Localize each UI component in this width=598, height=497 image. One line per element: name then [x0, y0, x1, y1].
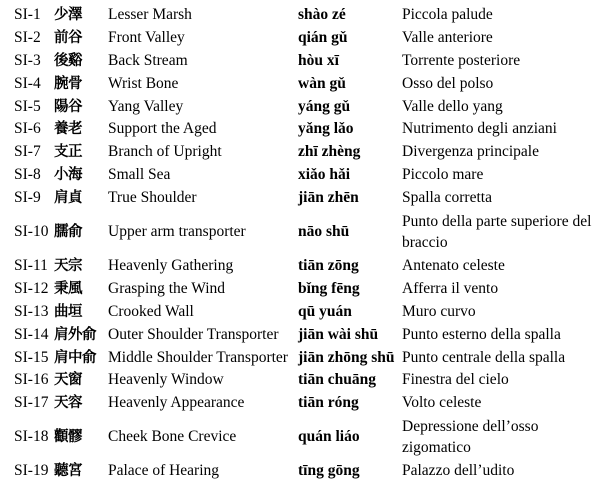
english-name: Small Sea — [108, 166, 171, 184]
english-name: Support the Aged — [108, 120, 217, 138]
italian-name: Punto centrale della spalla — [402, 348, 566, 366]
chinese-name: 腕骨 — [54, 75, 82, 92]
english-name: Heavenly Gathering — [108, 257, 234, 275]
italian-name: Valle anteriore — [402, 28, 493, 46]
italian-name: Piccola palude — [402, 6, 493, 23]
italian-name: Divergenza principale — [402, 143, 539, 161]
pinyin-name: yǎng lǎo — [298, 120, 354, 138]
point-code: SI-9 — [14, 189, 41, 207]
pinyin-name: wàn gǔ — [298, 74, 346, 92]
pinyin-name: jiān wài shū — [298, 325, 379, 343]
pinyin-name: tiān chuāng — [298, 371, 376, 389]
pinyin-name: hòu xī — [298, 51, 339, 69]
point-code: SI-14 — [14, 325, 49, 343]
italian-name: Nutrimento degli anziani — [402, 120, 557, 138]
italian-name: Muro curvo — [402, 302, 476, 320]
italian-name: Volto celeste — [402, 394, 482, 412]
point-code: SI-8 — [14, 166, 41, 184]
italian-name: Punto della parte superiore del braccio — [402, 213, 592, 252]
chinese-name: 少澤 — [54, 7, 82, 23]
point-code: SI-18 — [14, 428, 49, 446]
chinese-name: 秉風 — [54, 280, 82, 297]
english-name: Front Valley — [108, 28, 185, 46]
point-code: SI-6 — [14, 120, 41, 138]
chinese-name: 後谿 — [54, 52, 82, 69]
point-code: SI-16 — [14, 371, 49, 389]
italian-name: Valle dello yang — [402, 97, 503, 115]
english-name: Crooked Wall — [108, 302, 194, 320]
point-code: SI-5 — [14, 97, 41, 115]
pinyin-name: zhī zhèng — [298, 143, 361, 161]
english-name: Middle Shoulder Transporter — [108, 348, 288, 366]
english-name: Heavenly Appearance — [108, 394, 245, 412]
point-code: SI-19 — [14, 462, 49, 480]
english-name: Palace of Hearing — [108, 462, 220, 480]
italian-name: Torrente posteriore — [402, 51, 521, 69]
point-code: SI-4 — [14, 74, 41, 92]
pinyin-name: qián gǔ — [298, 28, 348, 46]
point-code: SI-10 — [14, 223, 49, 241]
pinyin-name: qū yuán — [298, 302, 352, 320]
chinese-name: 支正 — [54, 144, 82, 161]
italian-name: Spalla corretta — [402, 189, 492, 207]
chinese-name: 天窗 — [54, 372, 82, 389]
chinese-name: 聽宮 — [54, 463, 82, 480]
chinese-name: 顴髎 — [54, 429, 82, 446]
english-name: Outer Shoulder Transporter — [108, 325, 279, 343]
english-name: Heavenly Window — [108, 371, 224, 389]
english-name: Upper arm transporter — [108, 223, 246, 241]
pinyin-name: shào zé — [298, 6, 346, 23]
pinyin-name: jiān zhēn — [298, 189, 359, 207]
italian-name: Punto esterno della spalla — [402, 325, 561, 343]
italian-name: Depressione dell’osso zigomatico — [402, 418, 539, 457]
point-code: SI-12 — [14, 279, 49, 297]
point-code: SI-2 — [14, 28, 41, 46]
chinese-name: 肩中俞 — [54, 349, 96, 366]
pinyin-name: tiān róng — [298, 394, 359, 412]
chinese-name: 前谷 — [54, 29, 82, 46]
point-code: SI-13 — [14, 302, 49, 320]
chinese-name: 天宗 — [54, 258, 82, 275]
italian-name: Finestra del cielo — [402, 371, 509, 389]
pinyin-name: xiǎo hǎi — [298, 166, 351, 184]
italian-name: Palazzo dell’udito — [402, 462, 515, 480]
point-code: SI-3 — [14, 51, 41, 69]
chinese-name: 肩外俞 — [54, 326, 96, 343]
pinyin-name: tiān zōng — [298, 257, 359, 275]
pinyin-name: tīng gōng — [298, 462, 360, 480]
point-code: SI-15 — [14, 348, 49, 366]
english-name: Wrist Bone — [108, 74, 179, 92]
italian-name: Antenato celeste — [402, 257, 505, 275]
pinyin-name: yáng gǔ — [298, 97, 351, 115]
italian-name: Osso del polso — [402, 74, 494, 92]
point-code: SI-1 — [14, 6, 41, 23]
chinese-name: 曲垣 — [54, 303, 82, 320]
point-code: SI-17 — [14, 394, 49, 412]
chinese-name: 陽谷 — [54, 98, 82, 115]
point-code: SI-11 — [14, 257, 48, 275]
chinese-name: 養老 — [54, 121, 82, 138]
english-name: Branch of Upright — [108, 143, 222, 161]
english-name: Grasping the Wind — [108, 279, 226, 297]
english-name: Cheek Bone Crevice — [108, 428, 237, 446]
chinese-name: 臑俞 — [54, 224, 82, 241]
english-name: Yang Valley — [108, 97, 184, 115]
pinyin-name: bǐng fēng — [298, 279, 360, 297]
italian-name: Afferra il vento — [402, 279, 499, 297]
pinyin-name: nāo shū — [298, 223, 350, 241]
chinese-name: 天容 — [54, 395, 82, 412]
chinese-name: 小海 — [54, 167, 82, 184]
pinyin-name: quán liáo — [298, 428, 360, 446]
english-name: True Shoulder — [108, 189, 197, 207]
italian-name: Piccolo mare — [402, 166, 484, 184]
pinyin-name: jiān zhōng shū — [298, 348, 395, 366]
point-code: SI-7 — [14, 143, 41, 161]
english-name: Back Stream — [108, 51, 188, 69]
english-name: Lesser Marsh — [108, 6, 192, 23]
chinese-name: 肩貞 — [54, 190, 82, 207]
